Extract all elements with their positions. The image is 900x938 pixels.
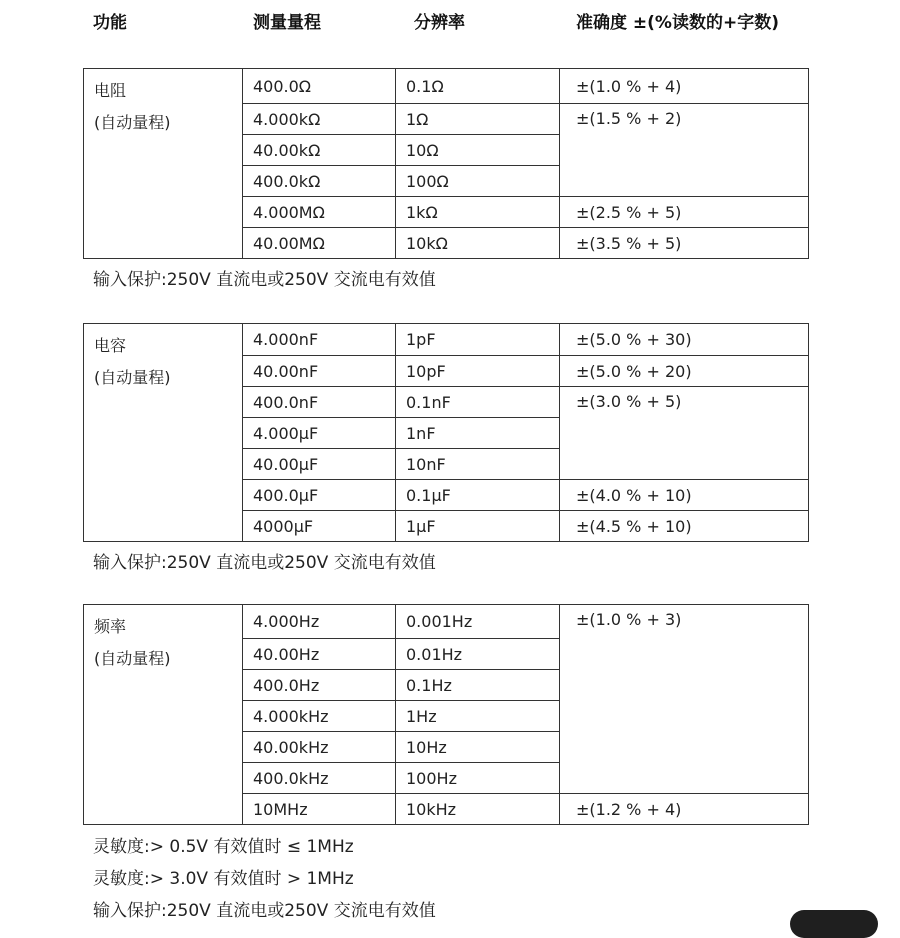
floating-overlay-button[interactable]	[790, 910, 878, 938]
range-cell: 4000μF	[243, 511, 396, 542]
range-cell: 40.00Hz	[243, 639, 396, 670]
table-row	[84, 324, 809, 356]
resolution-cell: 0.1Ω	[396, 69, 560, 104]
range-cell: 40.00kHz	[243, 732, 396, 763]
accuracy-cell: ±(1.0 % + 3)	[560, 605, 809, 794]
resolution-cell: 10Hz	[396, 732, 560, 763]
resolution-cell: 10Ω	[396, 135, 560, 166]
header-function: 功能	[93, 13, 127, 33]
resolution-cell: 0.1Hz	[396, 670, 560, 701]
range-cell: 400.0kΩ	[243, 166, 396, 197]
resistance-table	[83, 68, 809, 259]
table-row	[84, 69, 809, 104]
accuracy-cell: ±(1.5 % + 2)	[560, 104, 809, 197]
accuracy-cell: ±(3.5 % + 5)	[560, 228, 809, 259]
resolution-cell: 10pF	[396, 356, 560, 387]
range-cell: 4.000nF	[243, 324, 396, 356]
capacitance-input-protection-note: 输入保护:250V 直流电或250V 交流电有效值	[93, 553, 436, 573]
function-name: 电阻	[94, 81, 127, 100]
frequency-input-protection-note: 输入保护:250V 直流电或250V 交流电有效值	[93, 901, 436, 921]
range-cell: 4.000MΩ	[243, 197, 396, 228]
accuracy-cell: ±(1.0 % + 4)	[560, 69, 809, 104]
function-mode: (自动量程)	[94, 368, 171, 387]
accuracy-cell: ±(3.0 % + 5)	[560, 387, 809, 480]
range-cell: 10MHz	[243, 794, 396, 825]
accuracy-cell: ±(5.0 % + 20)	[560, 356, 809, 387]
range-cell: 400.0nF	[243, 387, 396, 418]
header-range: 测量量程	[253, 13, 321, 33]
function-mode: (自动量程)	[94, 649, 171, 668]
function-name: 频率	[94, 617, 127, 636]
resolution-cell: 1nF	[396, 418, 560, 449]
resolution-cell: 0.1μF	[396, 480, 560, 511]
resolution-cell: 1Hz	[396, 701, 560, 732]
resolution-cell: 0.1nF	[396, 387, 560, 418]
resolution-cell: 1pF	[396, 324, 560, 356]
resolution-cell: 10nF	[396, 449, 560, 480]
resolution-cell: 1μF	[396, 511, 560, 542]
range-cell: 40.00kΩ	[243, 135, 396, 166]
header-resolution: 分辨率	[414, 13, 465, 33]
header-accuracy: 准确度 ±(%读数的+字数)	[576, 13, 779, 33]
capacitance-table	[83, 323, 809, 542]
resolution-cell: 0.01Hz	[396, 639, 560, 670]
resolution-cell: 1kΩ	[396, 197, 560, 228]
range-cell: 40.00μF	[243, 449, 396, 480]
accuracy-cell: ±(5.0 % + 30)	[560, 324, 809, 356]
accuracy-cell: ±(2.5 % + 5)	[560, 197, 809, 228]
range-cell: 400.0Hz	[243, 670, 396, 701]
resistance-input-protection-note: 输入保护:250V 直流电或250V 交流电有效值	[93, 270, 436, 290]
range-cell: 4.000kHz	[243, 701, 396, 732]
resolution-cell: 10kΩ	[396, 228, 560, 259]
resolution-cell: 1Ω	[396, 104, 560, 135]
range-cell: 4.000Hz	[243, 605, 396, 639]
function-name: 电容	[94, 336, 127, 355]
function-mode: (自动量程)	[94, 113, 171, 132]
range-cell: 4.000μF	[243, 418, 396, 449]
range-cell: 400.0kHz	[243, 763, 396, 794]
range-cell: 40.00MΩ	[243, 228, 396, 259]
resolution-cell: 10kHz	[396, 794, 560, 825]
resolution-cell: 100Ω	[396, 166, 560, 197]
table-row	[84, 605, 809, 639]
range-cell: 4.000kΩ	[243, 104, 396, 135]
range-cell: 400.0μF	[243, 480, 396, 511]
range-cell: 400.0Ω	[243, 69, 396, 104]
accuracy-cell: ±(4.0 % + 10)	[560, 480, 809, 511]
frequency-table	[83, 604, 809, 825]
sensitivity-note-low: 灵敏度:> 0.5V 有效值时 ≤ 1MHz	[93, 837, 354, 857]
sensitivity-note-high: 灵敏度:> 3.0V 有效值时 > 1MHz	[93, 869, 354, 889]
function-cell	[84, 69, 243, 259]
function-cell	[84, 605, 243, 825]
range-cell: 40.00nF	[243, 356, 396, 387]
resolution-cell: 0.001Hz	[396, 605, 560, 639]
accuracy-cell: ±(1.2 % + 4)	[560, 794, 809, 825]
resolution-cell: 100Hz	[396, 763, 560, 794]
function-cell	[84, 324, 243, 542]
accuracy-cell: ±(4.5 % + 10)	[560, 511, 809, 542]
